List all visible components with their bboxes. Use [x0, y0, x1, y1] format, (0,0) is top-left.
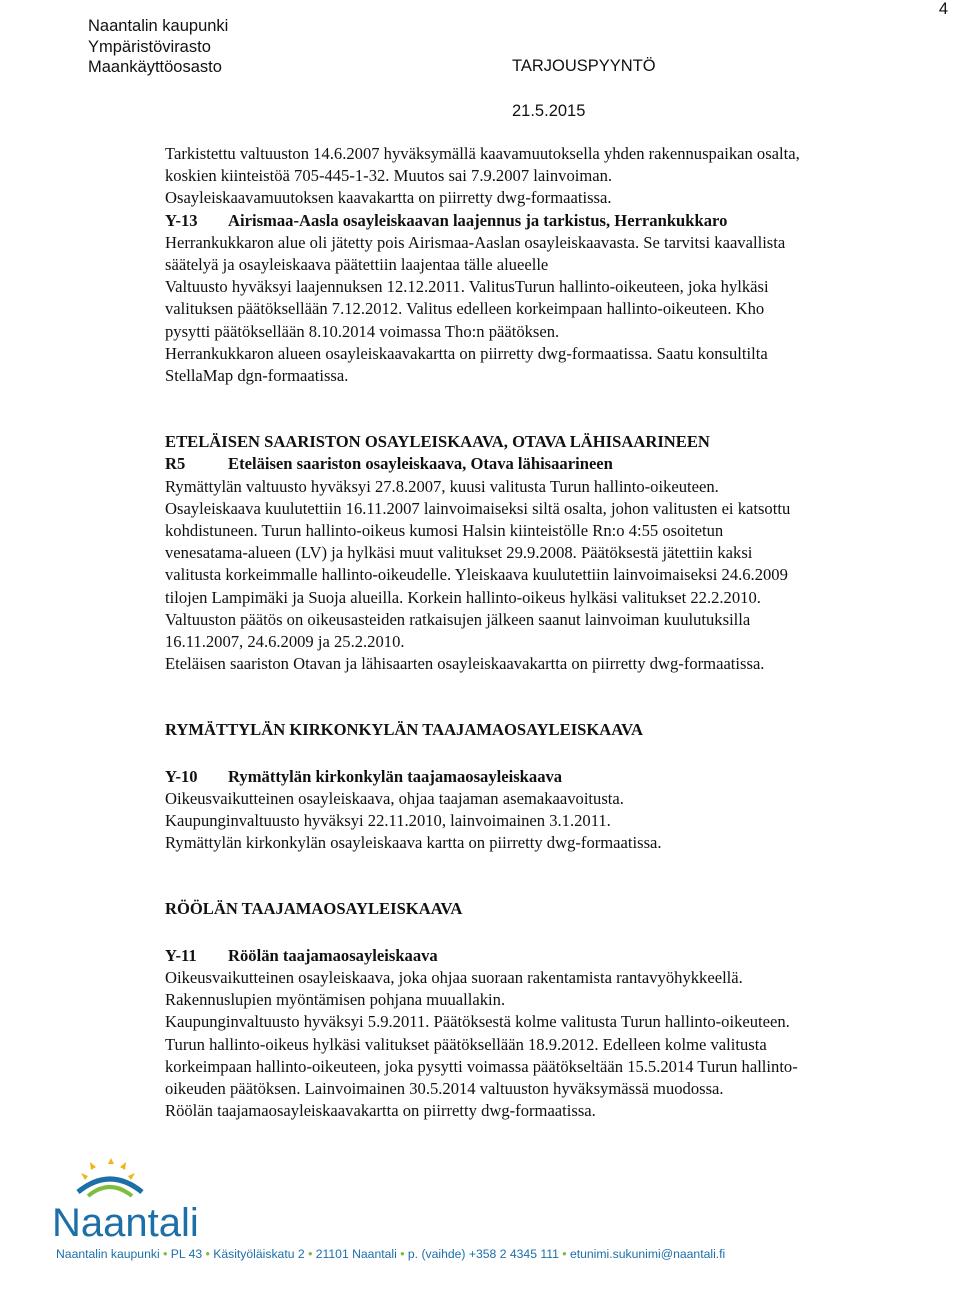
- section-heading: RÖÖLÄN TAAJAMAOSAYLEISKAAVA: [165, 899, 463, 919]
- text-line: StellaMap dgn-formaatissa.: [165, 366, 349, 386]
- footer-postal: 21101 Naantali: [315, 1247, 397, 1261]
- text-line: Valtuuston päätös on oikeusasteiden ratkaisujen jälkeen saanut lainvoiman kuulutuksilla: [165, 609, 751, 629]
- text-line: Kaupunginvaltuusto hyväksyi 5.9.2011. Päätöksestä kolme valitusta Turun hallinto-oikeuteen.: [165, 1012, 790, 1032]
- footer-contact-line: [56, 1247, 725, 1261]
- document-body: [165, 143, 925, 1122]
- text-line: Rymättylän valtuusto hyväksyi 27.8.2007, kuusi valitusta Turun hallinto-oikeuteen.: [165, 476, 719, 496]
- sun-wave-icon: [48, 1158, 228, 1240]
- separator-dot: •: [562, 1247, 567, 1261]
- text-line: Röölän taajamaosayleiskaavakartta on piirretty dwg-formaatissa.: [165, 1101, 596, 1121]
- section-heading: ETELÄISEN SAARISTON OSAYLEISKAAVA, OTAVA LÄHISAARINEEN: [165, 432, 710, 452]
- text-line: tilojen Lampimäki ja Suoja alueilla. Korkein hallinto-oikeus hylkäsi valitukset 22.2.2010.: [165, 587, 761, 607]
- plan-title-line: [165, 945, 925, 967]
- plan-title: Airismaa-Aasla osayleiskaavan laajennus ja tarkistus, Herrankukkaro: [228, 210, 728, 230]
- section-roola: [165, 898, 925, 1122]
- text-line: kohdistuneen. Turun hallinto-oikeus kumosi Halsin kiinteistölle Rn:o 4:55 osoitetun: [165, 521, 724, 541]
- plan-title: Rymättylän kirkonkylän taajamaosayleiskaava: [228, 766, 563, 786]
- org-line-city: Naantalin kaupunki: [88, 17, 229, 35]
- text-line: Eteläisen saariston Otavan ja lähisaarten osayleiskaavakartta on piirretty dwg-formaatissa.: [165, 654, 765, 674]
- plan-code: Y-10: [165, 766, 198, 786]
- text-line: Tarkistettu valtuuston 14.6.2007 hyväksymällä kaavamuutoksella yhden rakennuspaikan osalta,: [165, 144, 800, 163]
- plan-title-line: [165, 210, 925, 232]
- plan-title-line: [165, 766, 925, 788]
- plan-code: Y-13: [165, 210, 198, 230]
- text-line: Rakennuslupien myöntämisen pohjana muuallakin.: [165, 990, 506, 1010]
- text-line: Turun hallinto-oikeus hylkäsi valitukset päätöksellään 18.9.2012. Edelleen kolme valitusta: [165, 1034, 767, 1054]
- separator-dot: •: [308, 1247, 313, 1261]
- section-rymattyla: [165, 719, 925, 854]
- footer-street: Käsityöläiskatu 2: [213, 1247, 305, 1261]
- text-line: korkeimpaan hallinto-oikeuteen, joka pysytti voimassa päätökseltään 15.5.2014 Turun hallinto-: [165, 1056, 798, 1076]
- footer-phone: p. (vaihde) +358 2 4345 111: [407, 1247, 559, 1261]
- text-line: valituksen päätöksellään 7.12.2012. Valitus edelleen korkeimpaan hallinto-oikeuteen. Kho: [165, 299, 765, 319]
- text-line: venesatama-alueen (LV) ja hylkäsi muut valitukset 29.9.2008. Päätöksestä jätettiin kaksi: [165, 543, 753, 563]
- text-line: Herrankukkaron alue oli jätetty pois Airismaa-Aaslan osayleiskaavasta. Se tarvitsi kaavallista: [165, 232, 786, 252]
- text-line: Osayleiskaava kuulutettiin 16.11.2007 lainvoimaiseksi siltä osalta, johon valitusten ei katsottu: [165, 498, 791, 518]
- separator-dot: •: [163, 1247, 168, 1261]
- naantali-logo: [48, 1158, 228, 1245]
- section-y13: [165, 210, 925, 388]
- org-line-department: Maankäyttöosasto: [88, 58, 222, 76]
- letterhead-organization: [88, 16, 228, 78]
- document-date: 21.5.2015: [512, 102, 586, 120]
- text-line: Kaupunginvaltuusto hyväksyi 22.11.2010, lainvoimainen 3.1.2011.: [165, 811, 611, 831]
- text-line: Rymättylän kirkonkylän osayleiskaava kartta on piirretty dwg-formaatissa.: [165, 833, 662, 853]
- logo-text: Naantali: [52, 1201, 199, 1240]
- text-line: säätelyä ja osayleiskaava päätettiin laajentaa tälle alueelle: [165, 255, 549, 275]
- text-line: valitusta korkeimmalle hallinto-oikeudelle. Yleiskaava kuulutettiin lainvoimaiseksi 24.6.2009: [165, 565, 788, 585]
- section-heading: RYMÄTTYLÄN KIRKONKYLÄN TAAJAMAOSAYLEISKAAVA: [165, 720, 643, 740]
- intro-paragraph: [165, 143, 925, 210]
- text-line: 16.11.2007, 24.6.2009 ja 25.2.2010.: [165, 632, 405, 652]
- plan-code: R5: [165, 454, 186, 474]
- footer-city: Naantalin kaupunki: [56, 1247, 160, 1261]
- text-line: koskien kiinteistöä 705-445-1-32. Muutos sai 7.9.2007 lainvoiman.: [165, 166, 613, 186]
- text-line: Osayleiskaavamuutoksen kaavakartta on piirretty dwg-formaatissa.: [165, 188, 612, 208]
- plan-title: Röölän taajamaosayleiskaava: [228, 945, 438, 965]
- separator-dot: •: [400, 1247, 405, 1261]
- text-line: Herrankukkaron alueen osayleiskaavakartta on piirretty dwg-formaatissa. Saatu konsultilta: [165, 343, 768, 363]
- separator-dot: •: [205, 1247, 210, 1261]
- text-line: Valtuusto hyväksyi laajennuksen 12.12.2011. ValitusTurun hallinto-oikeuteen, joka hylkäsi: [165, 277, 769, 297]
- page-number: 4: [938, 0, 948, 18]
- text-line: pysytti päätöksellään 8.10.2014 voimassa Tho:n päätöksen.: [165, 321, 560, 341]
- document-type: TARJOUSPYYNTÖ: [512, 57, 656, 75]
- section-etelainen-saaristo: [165, 431, 925, 675]
- plan-code: Y-11: [165, 945, 197, 965]
- footer-po-box: PL 43: [170, 1247, 203, 1261]
- text-line: Oikeusvaikutteinen osayleiskaava, joka ohjaa suoraan rakentamista rantavyöhykkeellä.: [165, 967, 743, 987]
- text-line: Oikeusvaikutteinen osayleiskaava, ohjaa taajaman asemakaavoitusta.: [165, 788, 624, 808]
- plan-title: Eteläisen saariston osayleiskaava, Otava lähisaarineen: [228, 454, 613, 474]
- plan-title-line: [165, 453, 925, 475]
- org-line-agency: Ympäristövirasto: [88, 37, 211, 56]
- footer-email: etunimi.sukunimi@naantali.fi: [569, 1247, 726, 1261]
- text-line: oikeuden päätöksen. Lainvoimainen 30.5.2014 valtuuston hyväksymässä muodossa.: [165, 1078, 724, 1098]
